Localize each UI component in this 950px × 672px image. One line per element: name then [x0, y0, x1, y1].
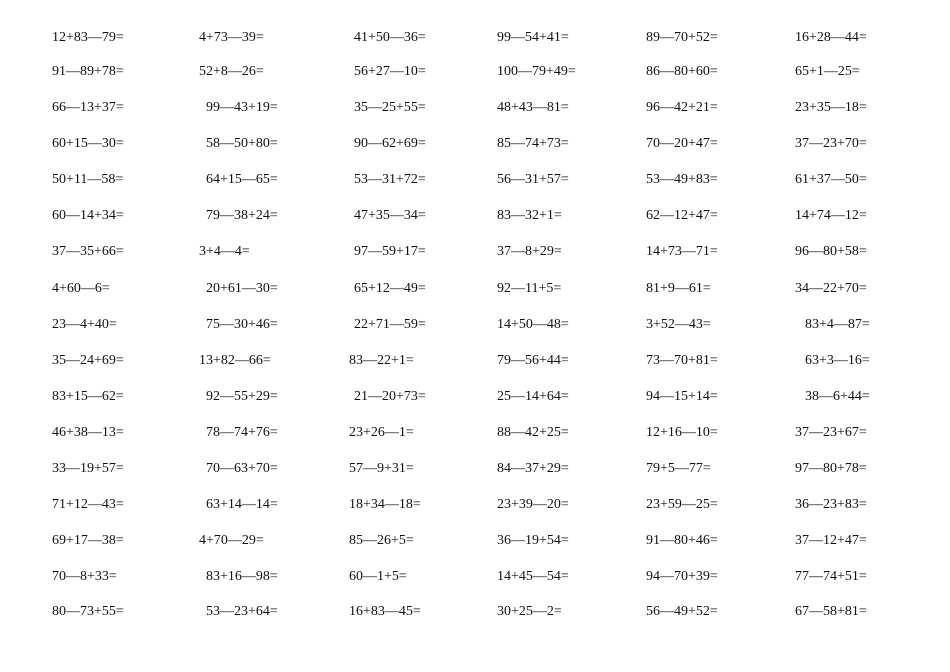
arithmetic-problem: 36—19+54=	[497, 533, 569, 548]
arithmetic-problem: 94—15+14=	[646, 389, 718, 404]
arithmetic-problem: 47+35—34=	[354, 208, 426, 223]
arithmetic-problem: 85—26+5=	[349, 533, 414, 548]
arithmetic-problem: 60—1+5=	[349, 569, 407, 584]
arithmetic-problem: 23+39—20=	[497, 497, 569, 512]
arithmetic-problem: 71+12—43=	[52, 497, 124, 512]
arithmetic-problem: 99—54+41=	[497, 30, 569, 45]
arithmetic-problem: 50+11—58=	[52, 172, 124, 187]
arithmetic-problem: 3+4—4=	[199, 244, 250, 259]
arithmetic-problem: 62—12+47=	[646, 208, 718, 223]
arithmetic-problem: 22+71—59=	[354, 317, 426, 332]
arithmetic-problem: 37—8+29=	[497, 244, 562, 259]
arithmetic-problem: 21—20+73=	[354, 389, 426, 404]
arithmetic-problem: 16+28—44=	[795, 30, 867, 45]
arithmetic-problem: 4+73—39=	[199, 30, 264, 45]
arithmetic-problem: 61+37—50=	[795, 172, 867, 187]
arithmetic-problem: 63+14—14=	[206, 497, 278, 512]
arithmetic-problem: 23+26—1=	[349, 425, 414, 440]
arithmetic-problem: 96—42+21=	[646, 100, 718, 115]
arithmetic-problem: 75—30+46=	[206, 317, 278, 332]
arithmetic-problem: 97—59+17=	[354, 244, 426, 259]
arithmetic-problem: 83+4—87=	[805, 317, 870, 332]
arithmetic-problem: 83+15—62=	[52, 389, 124, 404]
arithmetic-problem: 86—80+60=	[646, 64, 718, 79]
arithmetic-problem: 94—70+39=	[646, 569, 718, 584]
arithmetic-problem: 12+83—79=	[52, 30, 124, 45]
arithmetic-problem: 64+15—65=	[206, 172, 278, 187]
arithmetic-problem: 65+1—25=	[795, 64, 860, 79]
arithmetic-problem: 48+43—81=	[497, 100, 569, 115]
arithmetic-problem: 79—38+24=	[206, 208, 278, 223]
arithmetic-problem: 13+82—66=	[199, 353, 271, 368]
arithmetic-problem: 80—73+55=	[52, 604, 124, 619]
arithmetic-problem: 69+17—38=	[52, 533, 124, 548]
arithmetic-problem: 30+25—2=	[497, 604, 562, 619]
arithmetic-problem: 70—8+33=	[52, 569, 117, 584]
arithmetic-problem: 83+16—98=	[206, 569, 278, 584]
arithmetic-problem: 100—79+49=	[497, 64, 576, 79]
arithmetic-problem: 84—37+29=	[497, 461, 569, 476]
arithmetic-problem: 85—74+73=	[497, 136, 569, 151]
arithmetic-problem: 92—55+29=	[206, 389, 278, 404]
arithmetic-problem: 96—80+58=	[795, 244, 867, 259]
arithmetic-problem: 81+9—61=	[646, 281, 711, 296]
arithmetic-problem: 70—20+47=	[646, 136, 718, 151]
arithmetic-problem: 16+83—45=	[349, 604, 421, 619]
arithmetic-problem: 53—23+64=	[206, 604, 278, 619]
arithmetic-problem: 91—89+78=	[52, 64, 124, 79]
arithmetic-problem: 83—22+1=	[349, 353, 414, 368]
arithmetic-problem: 38—6+44=	[805, 389, 870, 404]
arithmetic-problem: 92—11+5=	[497, 281, 562, 296]
arithmetic-problem: 53—49+83=	[646, 172, 718, 187]
arithmetic-problem: 4+60—6=	[52, 281, 110, 296]
arithmetic-problem: 23—4+40=	[52, 317, 117, 332]
arithmetic-problem: 90—62+69=	[354, 136, 426, 151]
arithmetic-problem: 20+61—30=	[206, 281, 278, 296]
arithmetic-problem: 37—35+66=	[52, 244, 124, 259]
arithmetic-problem: 56—31+57=	[497, 172, 569, 187]
arithmetic-problem: 60+15—30=	[52, 136, 124, 151]
arithmetic-problem: 53—31+72=	[354, 172, 426, 187]
arithmetic-problem: 79+5—77=	[646, 461, 711, 476]
arithmetic-problem: 18+34—18=	[349, 497, 421, 512]
arithmetic-problem: 57—9+31=	[349, 461, 414, 476]
arithmetic-problem: 4+70—29=	[199, 533, 264, 548]
arithmetic-problem: 12+16—10=	[646, 425, 718, 440]
arithmetic-problem: 14+50—48=	[497, 317, 569, 332]
arithmetic-problem: 34—22+70=	[795, 281, 867, 296]
arithmetic-problem: 70—63+70=	[206, 461, 278, 476]
arithmetic-problem: 23+59—25=	[646, 497, 718, 512]
arithmetic-problem: 60—14+34=	[52, 208, 124, 223]
arithmetic-problem: 37—23+67=	[795, 425, 867, 440]
arithmetic-problem: 65+12—49=	[354, 281, 426, 296]
arithmetic-problem: 88—42+25=	[497, 425, 569, 440]
arithmetic-problem: 73—70+81=	[646, 353, 718, 368]
arithmetic-problem: 89—70+52=	[646, 30, 718, 45]
arithmetic-problem: 67—58+81=	[795, 604, 867, 619]
arithmetic-problem: 25—14+64=	[497, 389, 569, 404]
arithmetic-problem: 46+38—13=	[52, 425, 124, 440]
arithmetic-problem: 14+45—54=	[497, 569, 569, 584]
arithmetic-problem: 35—25+55=	[354, 100, 426, 115]
arithmetic-problem: 23+35—18=	[795, 100, 867, 115]
arithmetic-problem: 58—50+80=	[206, 136, 278, 151]
arithmetic-problem: 83—32+1=	[497, 208, 562, 223]
arithmetic-problem: 56+27—10=	[354, 64, 426, 79]
arithmetic-problem: 79—56+44=	[497, 353, 569, 368]
arithmetic-problem: 77—74+51=	[795, 569, 867, 584]
arithmetic-problem: 14+73—71=	[646, 244, 718, 259]
arithmetic-problem: 66—13+37=	[52, 100, 124, 115]
arithmetic-problem: 3+52—43=	[646, 317, 711, 332]
arithmetic-problem: 63+3—16=	[805, 353, 870, 368]
arithmetic-problem: 52+8—26=	[199, 64, 264, 79]
arithmetic-problem: 37—12+47=	[795, 533, 867, 548]
arithmetic-problem: 14+74—12=	[795, 208, 867, 223]
arithmetic-problem: 41+50—36=	[354, 30, 426, 45]
arithmetic-problem: 56—49+52=	[646, 604, 718, 619]
arithmetic-problem: 37—23+70=	[795, 136, 867, 151]
arithmetic-problem: 78—74+76=	[206, 425, 278, 440]
arithmetic-problem: 91—80+46=	[646, 533, 718, 548]
arithmetic-problem: 99—43+19=	[206, 100, 278, 115]
arithmetic-problem: 36—23+83=	[795, 497, 867, 512]
arithmetic-problem: 97—80+78=	[795, 461, 867, 476]
arithmetic-problem: 35—24+69=	[52, 353, 124, 368]
arithmetic-problem: 33—19+57=	[52, 461, 124, 476]
